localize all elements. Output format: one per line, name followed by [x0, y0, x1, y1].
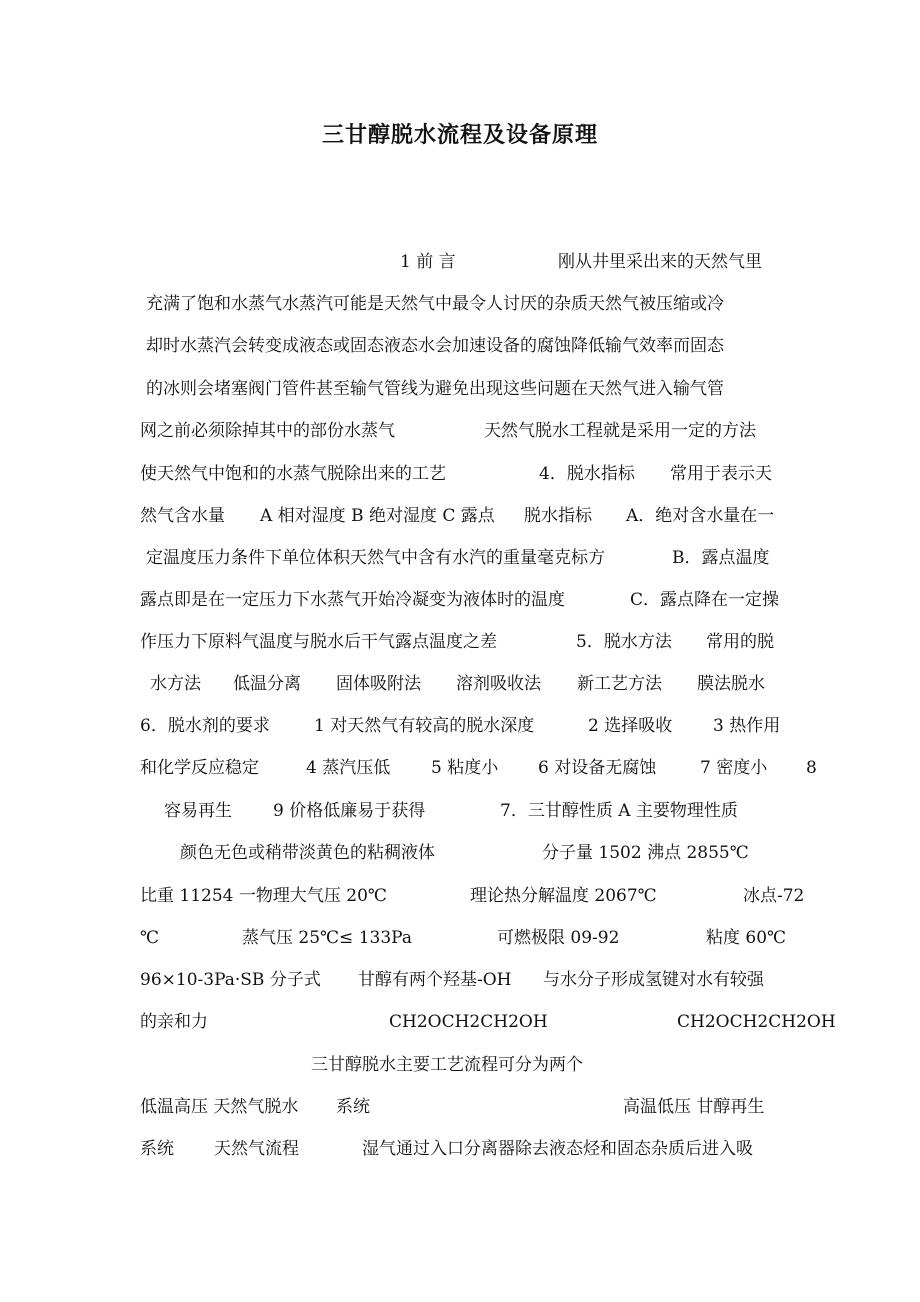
text-line	[0, 459, 920, 489]
text-segment: 理论热分解温度 2067℃	[470, 886, 657, 906]
text-segment: 却时水蒸汽会转变成液态或固态液态水会加速设备的腐蚀降低输气效率而固态	[146, 336, 724, 356]
text-segment: 与水分子形成氢键对水有较强	[543, 970, 764, 990]
text-segment: 比重 11254 一物理大气压 20℃	[140, 886, 387, 906]
text-segment: 7．三甘醇性质 A 主要物理性质	[500, 801, 738, 821]
text-line	[0, 923, 920, 953]
text-segment: 粘度 60℃	[706, 928, 787, 948]
text-segment: 4 蒸汽压低	[306, 758, 391, 778]
text-segment: 3 热作用	[713, 716, 781, 736]
text-line	[0, 1092, 920, 1122]
text-segment: 5 粘度小	[431, 758, 499, 778]
text-line	[0, 416, 920, 446]
text-segment: 1 前 言	[400, 252, 456, 272]
text-line	[0, 1050, 920, 1080]
text-segment: 低温分离	[233, 674, 301, 694]
text-segment: 4．脱水指标	[539, 464, 635, 484]
text-segment: 水方法	[150, 674, 201, 694]
text-line	[0, 881, 920, 911]
text-segment: ℃	[140, 928, 160, 948]
text-segment: 和化学反应稳定	[140, 758, 259, 778]
text-segment: 新工艺方法	[577, 674, 662, 694]
text-segment: 常用的脱	[706, 632, 774, 652]
text-line	[0, 331, 920, 361]
text-line	[0, 838, 920, 868]
text-line	[0, 585, 920, 615]
text-line	[0, 796, 920, 826]
text-segment: 1 对天然气有较高的脱水深度	[314, 716, 535, 736]
text-segment: 三甘醇脱水主要工艺流程可分为两个	[311, 1055, 583, 1075]
text-segment: 网之前必须除掉其中的部份水蒸气	[140, 421, 395, 441]
text-segment: 可燃极限 09-92	[497, 928, 620, 948]
text-segment: CH2OCH2CH2OH	[389, 1012, 548, 1032]
text-line	[0, 501, 920, 531]
text-segment: 充满了饱和水蒸气水蒸汽可能是天然气中最令人讨厌的杂质天然气被压缩或冷	[146, 294, 724, 314]
text-segment: 湿气通过入口分离器除去液态烃和固态杂质后进入吸	[362, 1139, 753, 1159]
text-segment: 露点即是在一定压力下水蒸气开始冷凝变为液体时的温度	[140, 590, 565, 610]
text-segment: 天然气脱水工程就是采用一定的方法	[484, 421, 756, 441]
text-segment: CH2OCH2CH2OH	[677, 1012, 836, 1032]
text-segment: 8	[806, 758, 817, 778]
text-segment: 7 密度小	[700, 758, 768, 778]
text-segment: 系统	[140, 1139, 174, 1159]
text-segment: 的亲和力	[140, 1012, 208, 1032]
text-segment: 96×10-3Pa·SB 分子式	[140, 970, 321, 990]
text-segment: 膜法脱水	[697, 674, 765, 694]
text-segment: A 相对湿度 B 绝对湿度 C 露点	[260, 506, 495, 526]
text-segment: 天然气流程	[214, 1139, 299, 1159]
text-segment: 刚从井里采出来的天然气里	[558, 252, 762, 272]
text-segment: 高温低压 甘醇再生	[623, 1097, 765, 1117]
document-title: 三甘醇脱水流程及设备原理	[321, 122, 598, 148]
text-segment: 5．脱水方法	[576, 632, 672, 652]
text-line	[0, 374, 920, 404]
text-segment: 脱水指标	[524, 506, 592, 526]
text-line	[0, 669, 920, 699]
text-segment: 9 价格低廉易于获得	[273, 801, 426, 821]
text-segment: 低温高压 天然气脱水	[140, 1097, 299, 1117]
text-line	[0, 1134, 920, 1164]
text-segment: 2 选择吸收	[588, 716, 673, 736]
text-line	[0, 965, 920, 995]
text-segment: C．露点降在一定操	[630, 590, 780, 610]
text-segment: 蒸气压 25℃≤ 133Pa	[242, 928, 412, 948]
text-segment: 常用于表示天	[670, 464, 772, 484]
text-line	[0, 1007, 920, 1037]
text-segment: 颜色无色或稍带淡黄色的粘稠液体	[180, 843, 435, 863]
text-segment: 使天然气中饱和的水蒸气脱除出来的工艺	[140, 464, 446, 484]
text-segment: 6 对设备无腐蚀	[538, 758, 657, 778]
text-segment: 作压力下原料气温度与脱水后干气露点温度之差	[140, 632, 497, 652]
text-line	[0, 543, 920, 573]
text-segment: 冰点-72	[743, 886, 805, 906]
text-line	[0, 711, 920, 741]
text-segment: 系统	[336, 1097, 370, 1117]
text-segment: 分子量 1502 沸点 2855℃	[542, 843, 749, 863]
text-line	[0, 627, 920, 657]
text-line	[0, 753, 920, 783]
text-segment: 固体吸附法	[336, 674, 421, 694]
text-segment: 6．脱水剂的要求	[140, 716, 270, 736]
text-line	[0, 289, 920, 319]
text-line	[0, 247, 920, 277]
text-segment: 溶剂吸收法	[456, 674, 541, 694]
text-segment: 定温度压力条件下单位体积天然气中含有水汽的重量毫克标方	[146, 548, 605, 568]
text-segment: B．露点温度	[672, 548, 770, 568]
text-segment: 容易再生	[164, 801, 232, 821]
text-segment: A．绝对含水量在一	[626, 506, 775, 526]
text-segment: 甘醇有两个羟基-OH	[358, 970, 512, 990]
text-segment: 然气含水量	[140, 506, 225, 526]
text-segment: 的冰则会堵塞阀门管件甚至输气管线为避免出现这些问题在天然气进入输气管	[146, 379, 724, 399]
